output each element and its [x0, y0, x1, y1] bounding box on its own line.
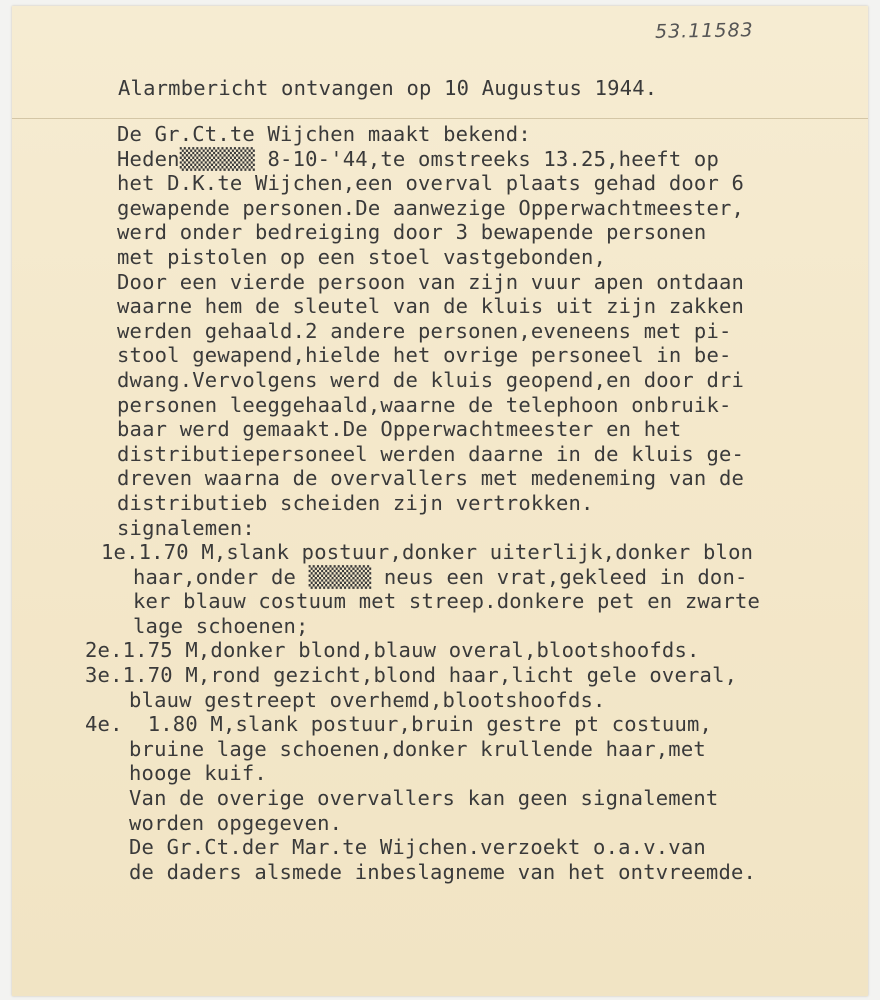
typed-line: distributiepersoneel werden daarne in de kluis ge-: [117, 441, 745, 466]
typed-line: 1e.1.70 M,slank postuur,donker uiterlijk,donker blon: [101, 540, 754, 565]
document-body: [85, 122, 760, 884]
typed-line: haar,onder de ▒▒▒▒▒ neus een vrat,gekleed in don-: [133, 564, 748, 589]
typed-line: het D.K.te Wijchen,een overval plaats gehad door 6: [117, 171, 745, 196]
typed-line: gewapende personen.De aanwezige Opperwachtmeester,: [117, 195, 745, 220]
typed-line: hooge kuif.: [129, 761, 267, 786]
document-number: 53.11583: [654, 19, 754, 43]
typed-line: bruine lage schoenen,donker krullende haar,met: [129, 736, 706, 761]
typed-line: Van de overige overvallers kan geen signalement: [129, 786, 719, 811]
typed-line: baar werd gemaakt.De Opperwachtmeester en het: [117, 417, 682, 442]
paper-fold: [12, 118, 868, 119]
typed-line: blauw gestreept overhemd,blootshoofds.: [129, 687, 606, 712]
typed-line: signalemen:: [117, 515, 255, 540]
typed-line: werd onder bedreiging door 3 bewapende personen: [117, 220, 707, 245]
typed-line: worden opgegeven.: [129, 810, 343, 835]
typed-line: Door een vierde persoon van zijn vuur apen ontdaan: [117, 269, 745, 294]
document-title: Alarmbericht ontvangen op 10 Augustus 1944.: [118, 76, 658, 100]
typed-line: lage schoenen;: [133, 613, 309, 638]
typed-line: De Gr.Ct.der Mar.te Wijchen.verzoekt o.a.v.van: [129, 835, 706, 860]
typed-line: De Gr.Ct.te Wijchen maakt bekend:: [117, 122, 531, 146]
typed-line: personen leeggehaald,waarne de telephoon onbruik-: [117, 392, 732, 417]
typed-line: met pistolen op een stoel vastgebonden,: [117, 244, 607, 269]
typed-line: werden gehaald.2 andere personen,eveneens met pi-: [117, 318, 732, 343]
typed-line: Heden▒▒▒▒▒▒ 8-10-'44,te omstreeks 13.25,heeft op: [117, 146, 720, 171]
typed-line: stool gewapend,hielde het ovrige personeel in be-: [117, 343, 732, 368]
typed-line: 4e. 1.80 M,slank postuur,bruin gestre pt costuum,: [85, 712, 713, 737]
typed-line: ker blauw costuum met streep.donkere pet en zwarte: [133, 589, 761, 614]
typed-line: de daders alsmede inbeslagneme van het ontvreemde.: [129, 859, 757, 884]
typed-line: waarne hem de sleutel van de kluis uit zijn zakken: [117, 294, 745, 319]
typed-line: 2e.1.75 M,donker blond,blauw overal,blootshoofds.: [85, 638, 700, 663]
typed-line: 3e.1.70 M,rond gezicht,blond haar,licht gele overal,: [85, 663, 738, 688]
typed-line: dwang.Vervolgens werd de kluis geopend,en door dri: [117, 367, 745, 392]
typed-line: dreven waarna de overvallers met medeneming van de: [117, 466, 745, 491]
typed-line: distributieb scheiden zijn vertrokken.: [117, 490, 594, 515]
